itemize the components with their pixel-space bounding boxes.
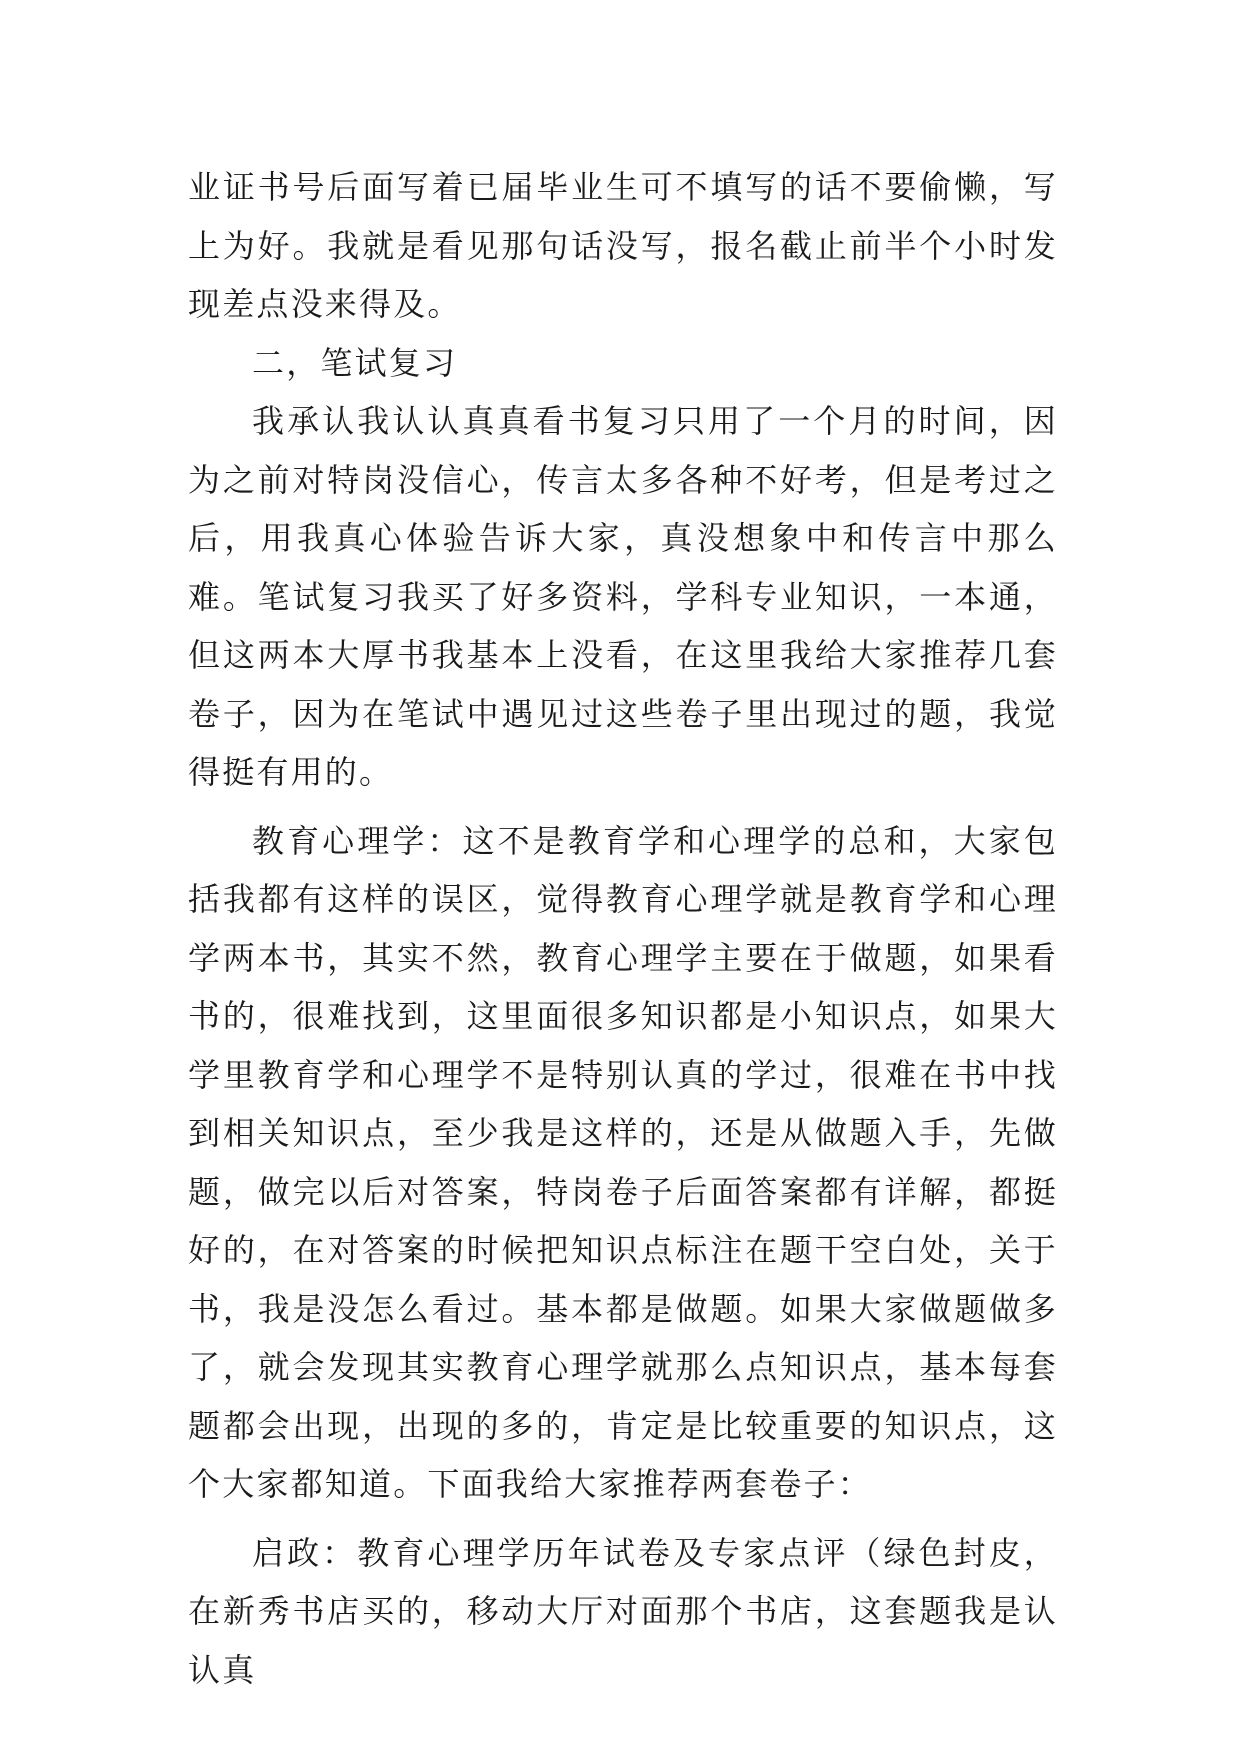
paragraph-recommendation: 启政：教育心理学历年试卷及专家点评（绿色封皮，在新秀书店买的，移动大厅对面那个书店，这套题我是认认真 [188,1533,1058,1689]
section-heading: 二，笔试复习 [252,343,458,382]
document-body [188,158,1058,1699]
paragraph-review-intro: 我承认我认认真真看书复习只用了一个月的时间，因为之前对特岗没信心，传言太多各种不好考，但是考过之后，用我真心体验告诉大家，真没想象中和传言中那么难。笔试复习我买了好多资料，学科专业知识，一本通，但这两本大厚书我基本上没看，在这里我给大家推荐几套卷子，因为在笔试中遇见过这些卷子里出现过的题，我觉得挺有用的。 [188,402,1058,791]
paragraph-continued: 业证书号后面写着已届毕业生可不填写的话不要偷懒，写上为好。我就是看见那句话没写，报名截止前半个小时发现差点没来得及。 [188,168,1058,323]
paragraph-educational-psychology: 教育心理学：这不是教育学和心理学的总和，大家包括我都有这样的误区，觉得教育心理学就是教育学和心理学两本书，其实不然，教育心理学主要在于做题，如果看书的，很难找到，这里面很多知识都是小知识点，如果大学里教育学和心理学不是特别认真的学过，很难在书中找到相关知识点，至少我是这样的，还是从做题入手，先做题，做完以后对答案，特岗卷子后面答案都有详解，都挺好的，在对答案的时候把知识点标注在题干空白处，关于书，我是没怎么看过。基本都是做题。如果大家做题做多了，就会发现其实教育心理学就那么点知识点，基本每套题都会出现，出现的多的，肯定是比较重要的知识点，这个大家都知道。下面我给大家推荐两套卷子： [188,821,1058,1503]
